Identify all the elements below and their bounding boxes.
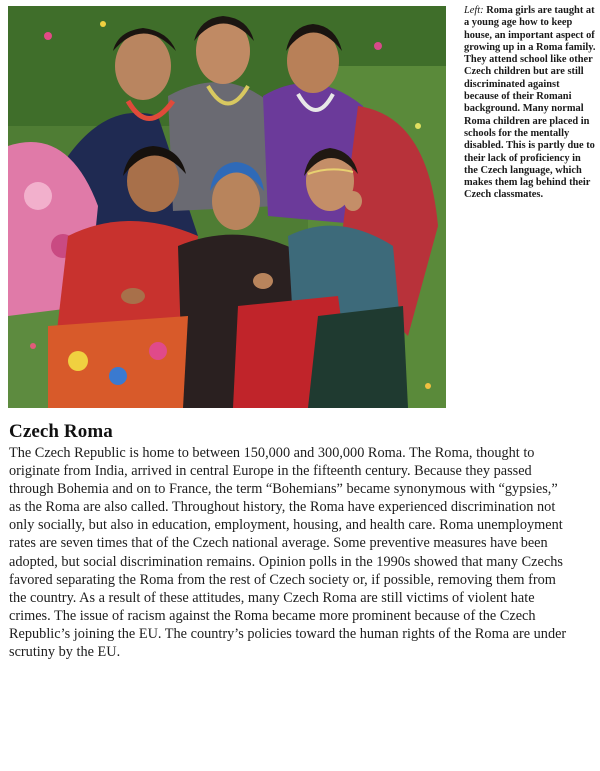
photo-caption [464,5,596,202]
roma-girls-photo [8,6,446,408]
section-heading: Czech Roma [9,421,113,442]
article-body: The Czech Republic is home to between 150,000 and 300,000 Roma. The Roma, thought to originate from India, arrived in central Europe in the fifteenth century. Because they passed through Bohemia and on to France, the term “Bohemians” became synonymous with “gypsies,” as the Roma are also called. Throughout history, the Roma have experienced discrimination not only socially, but also in education, employment, housing, and health care. Roma unemployment rates are seven times that of the Czech national average. Some preventive measures have been adopted, but social discrimination remains. Opinion polls in the 1990s showed that many Czechs favored separating the Roma from the rest of Czech society or, if possible, removing them from the country. As a result of these attitudes, many Czech Roma are still victims of violent hate crimes. The issue of racism against the Roma became more prominent because of the Czech Republic’s joining the EU. The country’s policies toward the human rights of the Roma are under scrutiny by the EU. [9,445,567,661]
caption-lead: Left: [464,5,484,16]
caption-text: Roma girls are taught at a young age how to keep house, an important aspect of growing up in a Roma family. They attend school like other Czech children but are still discriminated against because of their Romani background. Many normal Roma children are placed in schools for the mentally disabled. This is partly due to their lack of proficiency in the Czech language, which makes them lag behind their Czech classmates. [464,5,596,201]
